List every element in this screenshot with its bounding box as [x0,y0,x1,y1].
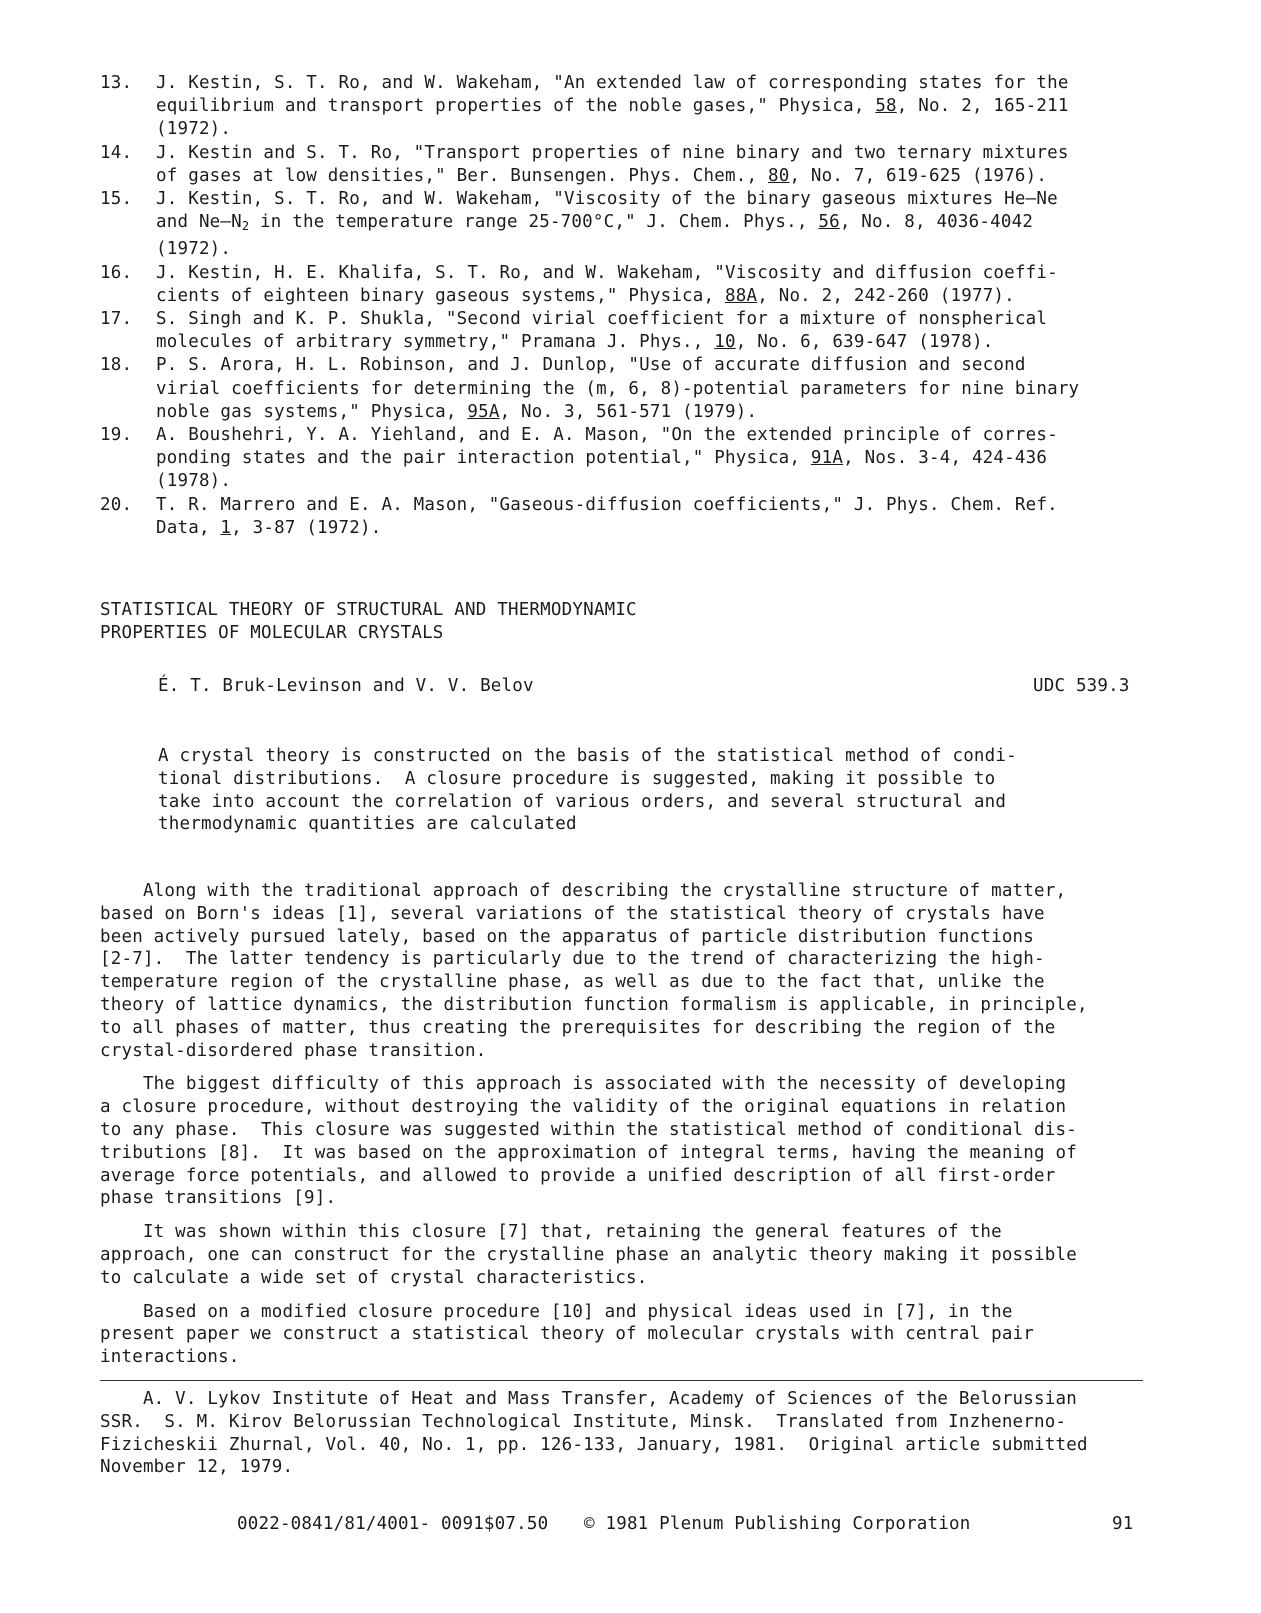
reference-number: 20. [100,494,133,515]
body-line: based on Born's ideas [1], several variations of the statistical theory of crystals have [100,903,1045,924]
footnote-line: SSR. S. M. Kirov Belorussian Technological Institute, Minsk. Translated from Inzhenerno- [100,1411,1067,1432]
reference-text [156,308,1160,354]
body-paragraph [100,1301,1160,1369]
body-line: to all phases of matter, thus creating the prerequisites for describing the region of the [100,1017,1056,1038]
reference-segment: , No. 6, 639-647 (1978). [735,332,994,353]
body-line: [2-7]. The latter tendency is particularly due to the trend of characterizing the high- [100,949,1045,970]
volume-number: 58 [875,96,897,117]
article-title [100,599,637,645]
reference-line [156,165,1160,188]
reference-item [100,72,1160,142]
reference-text [156,262,1160,308]
body-line: to any phase. This closure was suggested within the statistical method of conditional dis- [100,1119,1077,1140]
reference-segment: cients of eighteen binary gaseous systems," Physica, [156,285,726,306]
reference-number: 15. [100,189,133,210]
reference-segment: virial coefficients for determining the (m, 6, 8)-potential parameters for nine binary [156,378,1080,399]
reference-line [156,262,1160,285]
reference-text [156,188,1160,262]
reference-segment: , No. 8, 4036-4042 [839,212,1034,233]
reference-list [100,72,1160,540]
reference-line [156,331,1160,354]
reference-line [156,378,1160,401]
reference-text [156,72,1160,142]
footnote-line: November 12, 1979. [100,1457,294,1478]
reference-segment: of gases at low densities," Ber. Bunsengen. Phys. Chem., [156,165,768,186]
reference-line [156,517,1160,540]
reference-segment: J. Kestin and S. T. Ro, "Transport properties of nine binary and two ternary mixtures [156,142,1069,163]
reference-segment: A. Boushehri, Y. A. Yiehland, and E. A. Mason, "On the extended principle of corres- [156,425,1058,446]
body-line: average force potentials, and allowed to provide a unified description of all first-order [100,1165,1056,1186]
volume-number: 80 [767,165,790,186]
volume-number: 10 [714,332,736,353]
volume-number: 95A [467,401,500,422]
reference-line [156,188,1160,211]
reference-segment: Data, [156,517,221,538]
body-line: The biggest difficulty of this approach is associated with the necessity of developing [100,1074,1067,1095]
reference-segment: J. Kestin, S. T. Ro, and W. Wakeham, "An extended law of corresponding states for the [156,73,1069,93]
volume-number: 1 [220,517,232,538]
body-line: approach, one can construct for the crystalline phase an analytic theory making it possible [100,1244,1077,1265]
reference-line [156,494,1160,517]
reference-line [156,447,1160,470]
reference-segment: , Nos. 3-4, 424-436 [843,448,1048,469]
reference-segment: P. S. Arora, H. L. Robinson, and J. Dunlop, "Use of accurate diffusion and second [156,355,1026,376]
reference-item [100,142,1160,188]
volume-number: 91A [810,448,844,469]
reference-segment: , No. 2, 242-260 (1977). [757,285,1015,306]
reference-segment: in the temperature range 25-700°C," J. Chem. Phys., [249,212,819,233]
reference-item [100,308,1160,354]
page-number: 91 [1112,1514,1134,1534]
reference-line [156,424,1160,447]
reference-text [156,354,1160,424]
reference-item [100,354,1160,424]
reference-segment: J. Kestin, S. T. Ro, and W. Wakeham, "Viscosity of the binary gaseous mixtures He—Ne [156,189,1058,210]
reference-segment: , No. 2, 165-211 [896,96,1069,117]
reference-segment: molecules of arbitrary symmetry," Pramana J. Phys., [156,332,715,353]
reference-segment: equilibrium and transport properties of the noble gases," Physica, [156,96,876,117]
reference-number: 13. [100,73,133,93]
footnote-line: A. V. Lykov Institute of Heat and Mass Transfer, Academy of Sciences of the Belorussian [100,1389,1077,1409]
reference-text [156,494,1160,540]
reference-line [156,142,1160,165]
reference-segment: (1972). [156,239,232,260]
abstract-line: tional distributions. A closure procedure is suggested, making it possible to [158,768,996,789]
body-line: tributions [8]. It was based on the approximation of integral terms, having the meaning of [100,1142,1077,1163]
reference-line [156,118,1160,141]
abstract-line: A crystal theory is constructed on the basis of the statistical method of condi- [158,746,1017,766]
body-line: Based on a modified closure procedure [10] and physical ideas used in [7], in the [100,1301,1013,1322]
abstract-line: take into account the correlation of various orders, and several structural and [158,791,1007,812]
footnote-divider [100,1380,1143,1381]
reference-segment: S. Singh and K. P. Shukla, "Second virial coefficient for a mixture of nonspherical [156,309,1048,330]
reference-segment: and Ne—N [156,212,242,233]
body-line: to calculate a wide set of crystal characteristics. [100,1267,648,1288]
body-line: present paper we construct a statistical theory of molecular crystals with central pair [100,1324,1035,1345]
abstract [158,745,1017,836]
reference-line [156,95,1160,118]
reference-segment: , No. 7, 619-625 (1976). [789,165,1048,186]
reference-item [100,424,1160,494]
reference-line [156,211,1160,238]
body-paragraph [100,1221,1160,1289]
body-line: phase transitions [9]. [100,1188,337,1209]
reference-text [156,142,1160,188]
reference-item [100,188,1160,262]
body-line: temperature region of the crystalline phase, as well as due to the fact that, unlike the [100,972,1045,993]
affiliation-footnote [100,1388,1088,1479]
volume-number: 56 [818,212,840,233]
reference-segment: J. Kestin, H. E. Khalifa, S. T. Ro, and W. Wakeham, "Viscosity and diffusion coeffi- [156,262,1058,283]
article-body [100,880,1160,1380]
body-line: It was shown within this closure [7] that, retaining the general features of the [100,1222,1002,1243]
body-paragraph [100,1073,1160,1210]
reference-segment: ponding states and the pair interaction potential," Physica, [156,448,811,469]
reference-segment: (1972). [156,119,232,140]
reference-segment: T. R. Marrero and E. A. Mason, "Gaseous-diffusion coefficients," J. Phys. Chem. Ref. [156,494,1058,515]
article-title-line-2: PROPERTIES OF MOLECULAR CRYSTALS [100,623,444,644]
reference-number: 18. [100,355,133,376]
body-line: theory of lattice dynamics, the distribution function formalism is applicable, in principle, [100,994,1088,1015]
article-authors: É. T. Bruk-Levinson and V. V. Belov [158,676,534,696]
reference-line [156,72,1160,95]
footer-copyright: © 1981 Plenum Publishing Corporation [584,1514,971,1534]
reference-line [156,401,1160,424]
reference-segment: (1978). [156,471,232,492]
reference-segment: , No. 3, 561-571 (1979). [499,401,758,422]
reference-number: 14. [100,142,133,163]
reference-line [156,470,1160,493]
body-line: Along with the traditional approach of describing the crystalline structure of matter, [100,881,1067,901]
footnote-line: Fizicheskii Zhurnal, Vol. 40, No. 1, pp. 126-133, January, 1981. Original article submitted [100,1434,1088,1455]
reference-line [156,354,1160,377]
body-line: interactions. [100,1347,240,1368]
reference-text [156,424,1160,494]
abstract-line: thermodynamic quantities are calculated [158,814,577,835]
body-line: a closure procedure, without destroying the validity of the original equations in relation [100,1097,1067,1118]
reference-line [156,285,1160,308]
udc-code: UDC 539.3 [1033,676,1130,696]
reference-item [100,262,1160,308]
reference-number: 16. [100,262,133,283]
reference-line [156,238,1160,261]
reference-segment: , 3-87 (1972). [231,517,382,538]
footer-code: 0022-0841/81/4001- 0091$07.50 [237,1514,549,1534]
reference-number: 17. [100,309,133,330]
body-line: crystal-disordered phase transition. [100,1040,487,1061]
article-title-line-1: STATISTICAL THEORY OF STRUCTURAL AND THERMODYNAMIC [100,600,637,620]
reference-item [100,494,1160,540]
reference-number: 19. [100,425,133,446]
subscript: 2 [241,219,250,234]
reference-segment: noble gas systems," Physica, [156,401,468,422]
reference-line [156,308,1160,331]
volume-number: 88A [725,285,758,306]
body-paragraph [100,880,1160,1062]
body-line: been actively pursued lately, based on the apparatus of particle distribution functions [100,926,1035,947]
